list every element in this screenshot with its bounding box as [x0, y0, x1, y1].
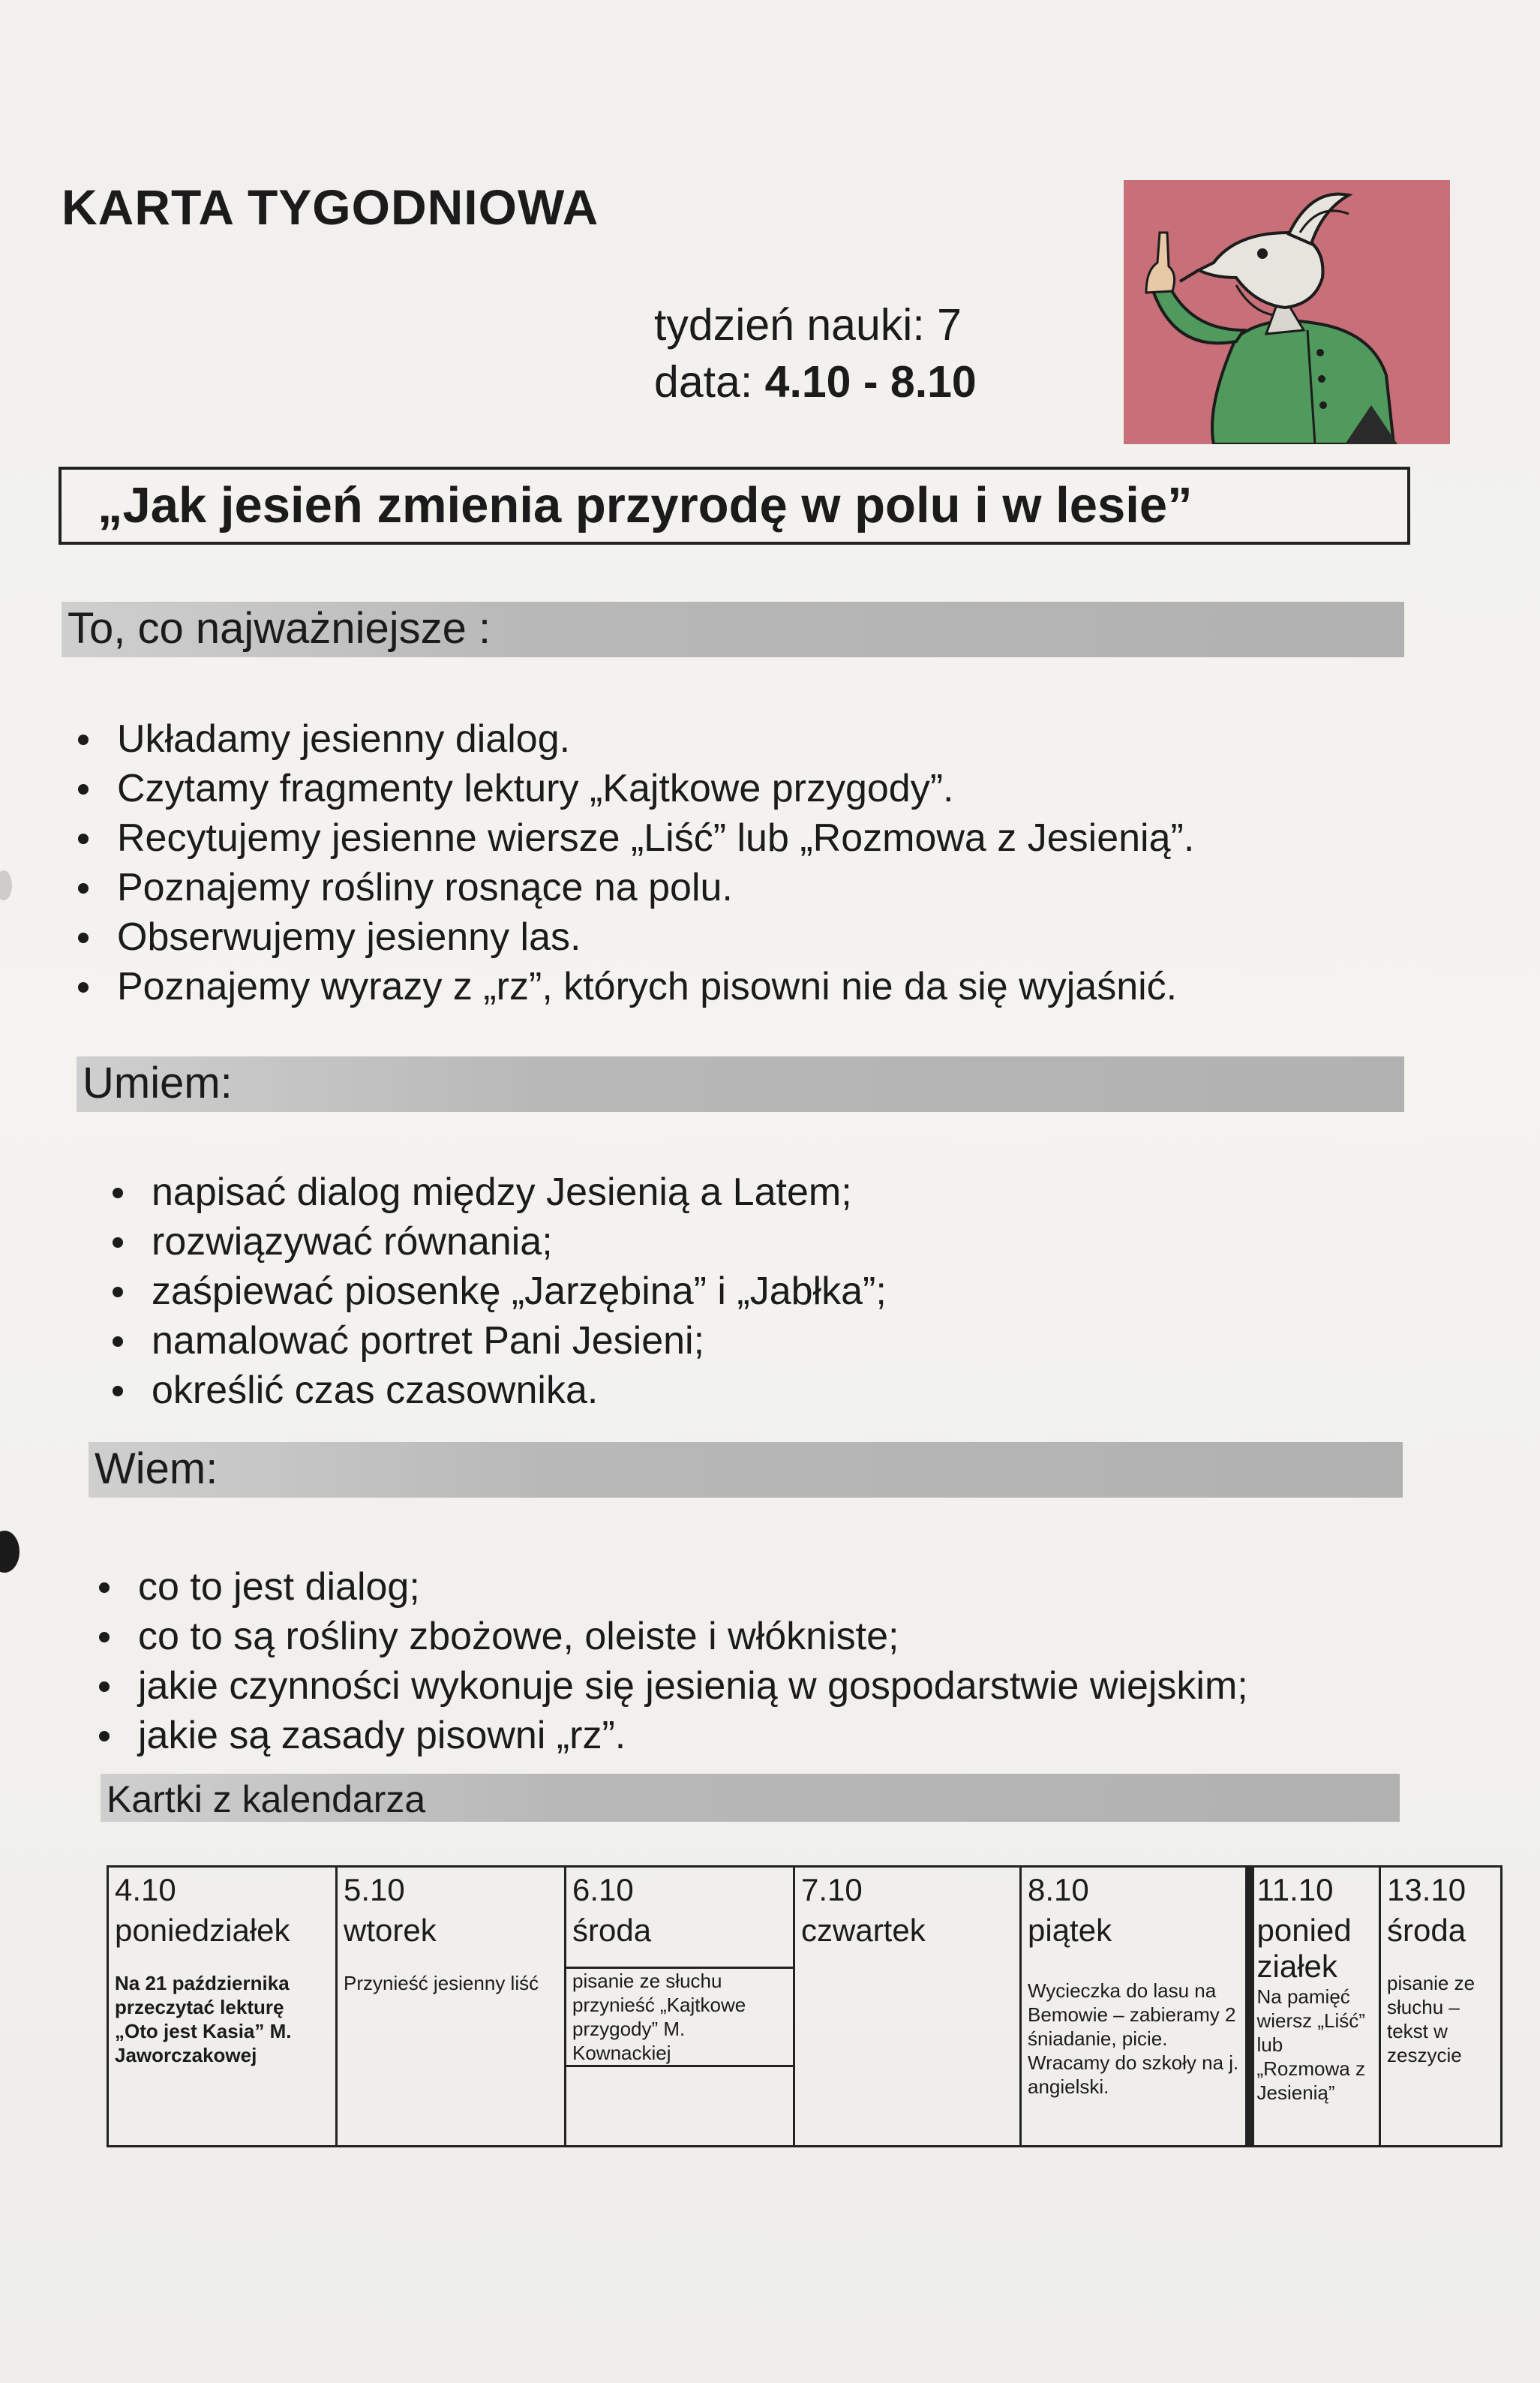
list-item: Obserwujemy jesienny las. — [74, 912, 1194, 962]
date-value: 4.10 - 8.10 — [764, 357, 977, 407]
date-line — [654, 353, 977, 410]
most-important-list — [74, 714, 1194, 1011]
list-item: jakie są zasady pisowni „rz”. — [95, 1711, 1248, 1760]
calendar-note: pisanie ze słuchu przynieść „Kajtkowe przygody” M. Kownackiej — [566, 1967, 793, 2067]
calendar-note: pisanie ze słuchu – tekst w zeszycie — [1387, 1972, 1475, 2066]
calendar-note: Wycieczka do lasu na Bemowie – zabieramy 2 śniadanie, picie. Wracamy do szkoły na j. angielski. — [1028, 1979, 1239, 2098]
calendar-date: 13.10 — [1387, 1872, 1466, 1907]
can-do-list — [108, 1167, 887, 1415]
calendar-date: 5.10 — [344, 1872, 405, 1907]
list-item: jakie czynności wykonuje się jesienią w gospodarstwie wiejskim; — [95, 1661, 1248, 1711]
list-item: napisać dialog między Jesienią a Latem; — [108, 1167, 887, 1217]
calendar-date: 6.10 — [572, 1872, 634, 1907]
section-band-know — [89, 1442, 1403, 1498]
list-item: Recytujemy jesienne wiersze „Liść” lub „Rozmowa z Jesienią”. — [74, 813, 1194, 863]
calendar-note: Przynieść jesienny liść — [344, 1972, 539, 1994]
week-info — [654, 296, 977, 410]
calendar-day-13-10 — [1380, 1867, 1502, 2147]
calendar-day-6-10 — [566, 1867, 794, 2147]
calendar-table — [107, 1865, 1502, 2147]
calendar-day-4-10 — [108, 1867, 337, 2147]
calendar-date: 7.10 — [801, 1872, 863, 1907]
list-item: określić czas czasownika. — [108, 1366, 887, 1415]
binder-hole — [0, 1531, 20, 1573]
calendar-date: 11.10 — [1256, 1872, 1334, 1907]
section-heading-calendar: Kartki z kalendarza — [107, 1778, 426, 1820]
list-item: zaśpiewać piosenkę „Jarzębina” i „Jabłka”; — [108, 1267, 887, 1316]
section-heading-most-important: To, co najważniejsze : — [68, 604, 491, 653]
calendar-weekday: czwartek — [801, 1913, 926, 1948]
binder-hole — [0, 870, 12, 900]
list-item: namalować portret Pani Jesieni; — [108, 1316, 887, 1366]
list-item: Czytamy fragmenty lektury „Kajtkowe przygody”. — [74, 764, 1194, 813]
goat-illustration — [1124, 180, 1450, 444]
calendar-note: Na pamięć wiersz „Liść” lub „Rozmowa z Jesienią” — [1256, 1985, 1365, 2104]
list-item: Układamy jesienny dialog. — [74, 714, 1194, 764]
calendar-note: Na 21 października przeczytać lekturę „Oto jest Kasia” M. Jaworczakowej — [115, 1972, 292, 2066]
calendar-day-11-10 — [1250, 1867, 1380, 2147]
list-item: rozwiązywać równania; — [108, 1217, 887, 1267]
topic-title: „Jak jesień zmienia przyrodę w polu i w lesie” — [59, 467, 1410, 545]
calendar-day-7-10 — [794, 1867, 1021, 2147]
list-item: co to są rośliny zbożowe, oleiste i włókniste; — [95, 1612, 1248, 1661]
section-band-can-do — [77, 1056, 1404, 1112]
list-item: Poznajemy wyrazy z „rz”, których pisowni nie da się wyjaśnić. — [74, 962, 1194, 1011]
list-item: Poznajemy rośliny rosnące na polu. — [74, 863, 1194, 912]
calendar-weekday: środa — [1387, 1913, 1466, 1948]
section-heading-can-do: Umiem: — [83, 1059, 233, 1107]
week-label: tydzień nauki: 7 — [654, 300, 962, 350]
calendar-weekday: wtorek — [344, 1913, 437, 1948]
section-band-most-important — [62, 602, 1404, 657]
section-band-calendar — [101, 1774, 1400, 1822]
calendar-date: 8.10 — [1028, 1872, 1089, 1907]
know-list — [95, 1562, 1248, 1760]
calendar-weekday: poniedziałek — [115, 1913, 290, 1948]
page-title: KARTA TYGODNIOWA — [62, 179, 599, 235]
date-label: data: — [654, 357, 765, 407]
calendar-weekday: środa — [572, 1913, 652, 1948]
calendar-weekday: piątek — [1028, 1913, 1112, 1948]
calendar-day-5-10 — [337, 1867, 566, 2147]
calendar-date: 4.10 — [115, 1872, 176, 1907]
calendar-day-8-10 — [1021, 1867, 1250, 2147]
section-heading-know: Wiem: — [95, 1444, 218, 1493]
list-item: co to jest dialog; — [95, 1562, 1248, 1612]
calendar-weekday: ponied ziałek — [1256, 1913, 1352, 1984]
